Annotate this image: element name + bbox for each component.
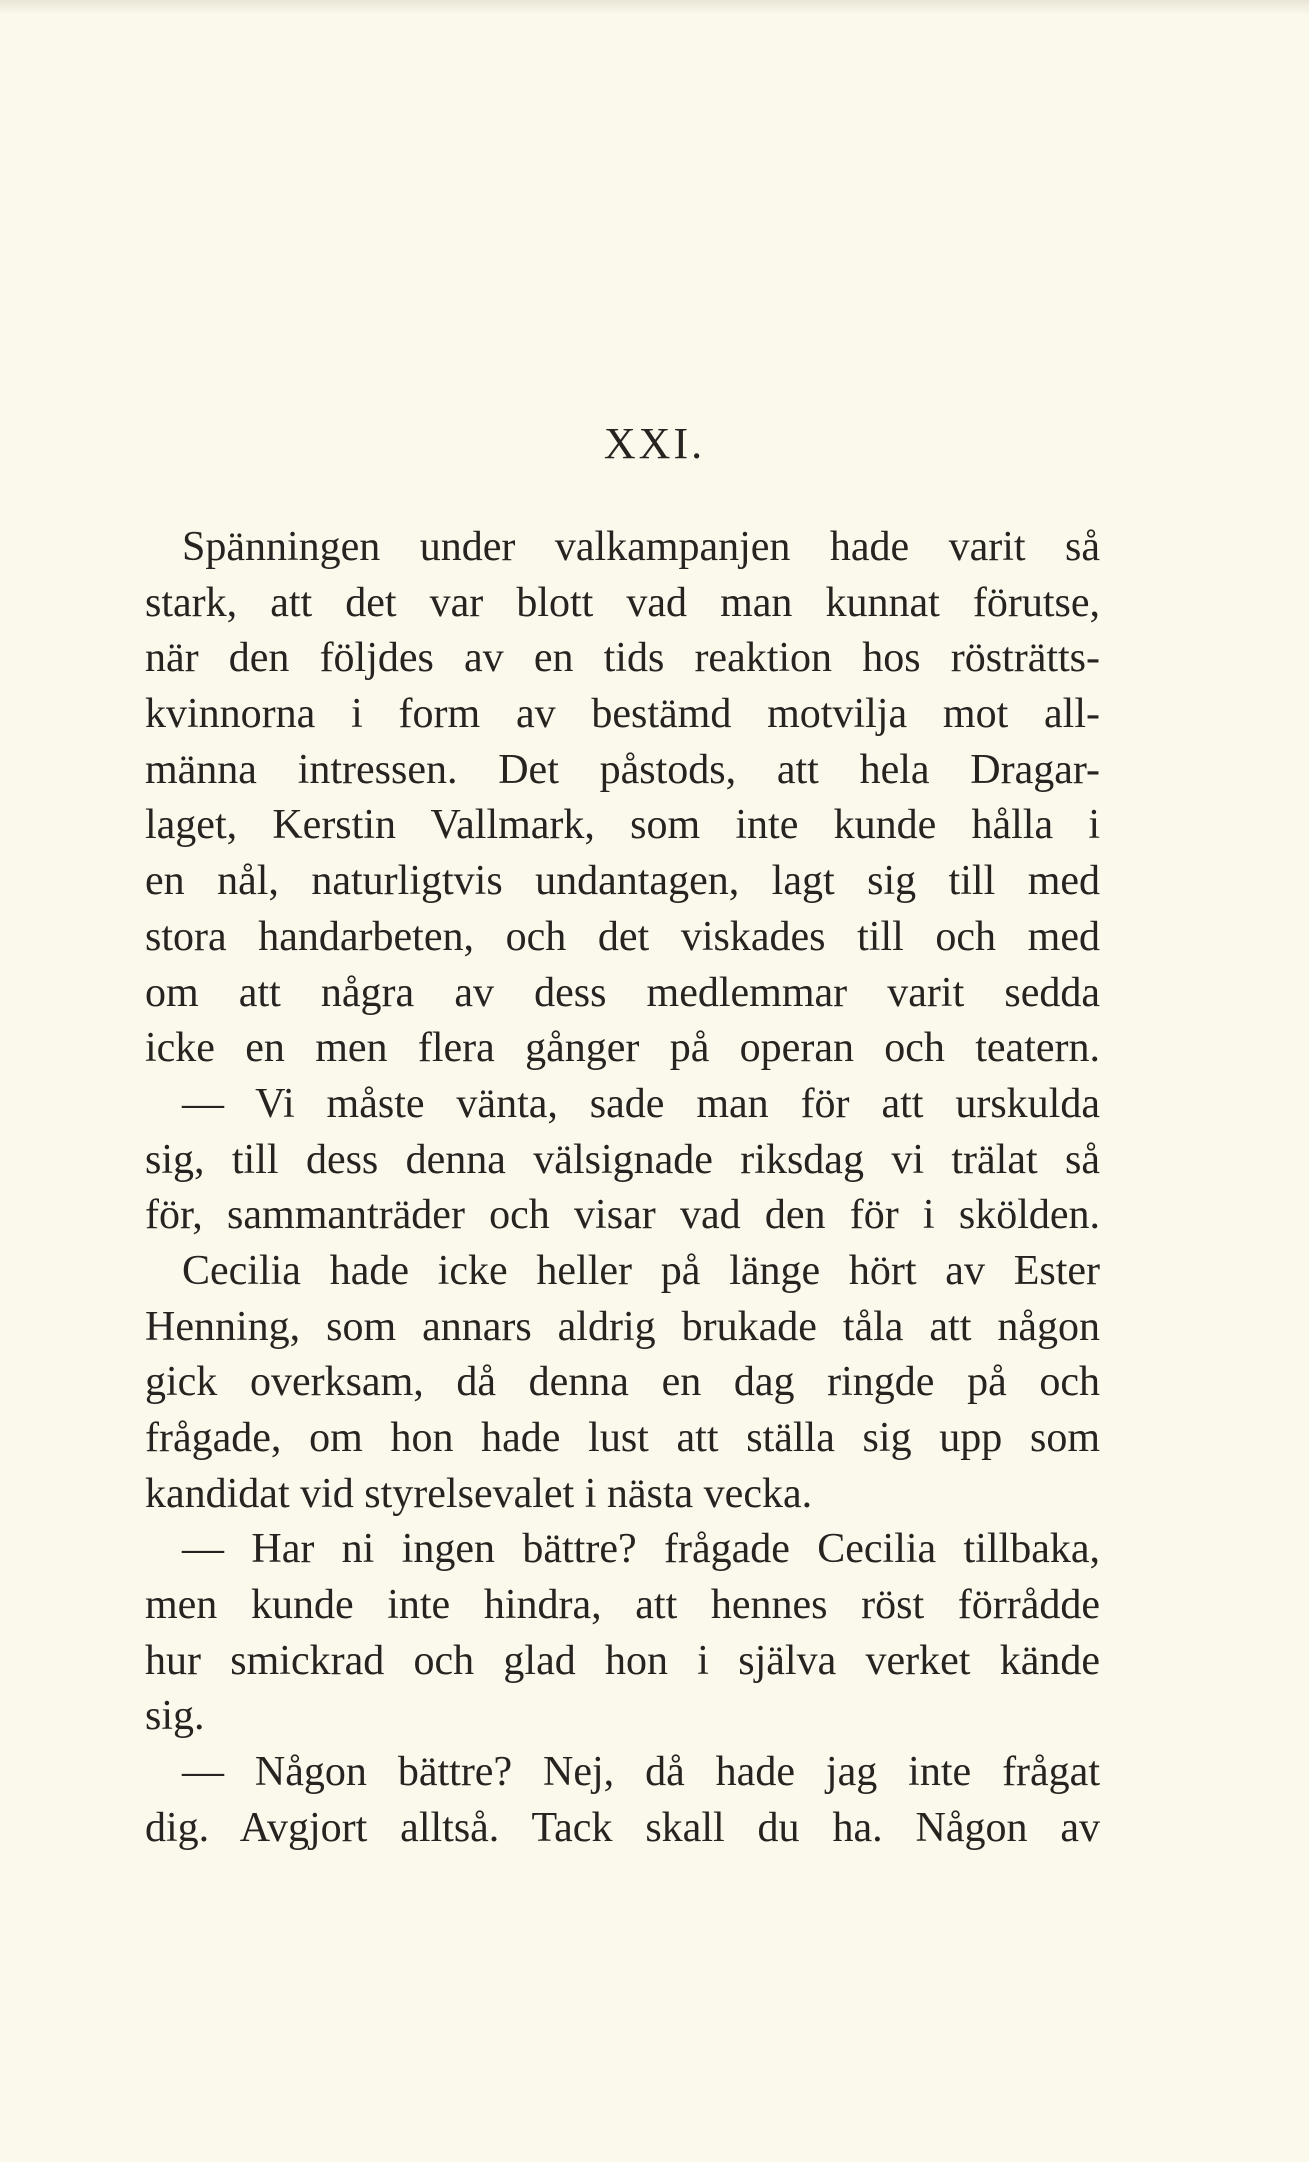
text-line: Cecilia hade icke heller på länge hört av Ester bbox=[182, 1247, 1100, 1294]
text-line: Henning, som annars aldrig brukade tåla att någon bbox=[145, 1303, 1100, 1350]
text-line: sig, till dess denna välsignade riksdag vi trälat så bbox=[145, 1136, 1100, 1183]
text-line: hur smickrad och glad hon i själva verket kände bbox=[145, 1637, 1100, 1684]
text-line: — Har ni ingen bättre? frågade Cecilia tillbaka, bbox=[182, 1526, 1100, 1573]
text-line: frågade, om hon hade lust att ställa sig upp som bbox=[145, 1415, 1100, 1461]
body-text bbox=[145, 520, 1100, 1857]
text-line: laget, Kerstin Vallmark, som inte kunde hålla i bbox=[145, 802, 1100, 849]
text-line: om att några av dess medlemmar varit sedda bbox=[145, 969, 1100, 1016]
text-line: stora handarbeten, och det viskades till och med bbox=[145, 913, 1100, 960]
text-line: — Vi måste vänta, sade man för att urskulda bbox=[182, 1080, 1100, 1127]
text-line: kvinnorna i form av bestämd motvilja mot all- bbox=[145, 691, 1100, 738]
chapter-heading: XXI. bbox=[603, 419, 706, 468]
text-line: icke en men flera gånger på operan och teatern. bbox=[145, 1025, 1100, 1072]
text-line: en nål, naturligtvis undantagen, lagt sig till med bbox=[145, 858, 1100, 905]
text-line: för, sammanträder och visar vad den för i skölden. bbox=[145, 1192, 1100, 1239]
text-line: gick overksam, då denna en dag ringde på och bbox=[145, 1359, 1100, 1406]
text-line: dig. Avgjort alltså. Tack skall du ha. Någon av bbox=[145, 1804, 1100, 1851]
text-line: kandidat vid styrelsevalet i nästa vecka. bbox=[145, 1470, 813, 1517]
text-line: stark, att det var blott vad man kunnat förutse, bbox=[145, 579, 1100, 626]
text-line: när den följdes av en tids reaktion hos rösträtts- bbox=[145, 635, 1100, 682]
text-line: — Någon bättre? Nej, då hade jag inte frågat bbox=[182, 1749, 1100, 1796]
text-line: sig. bbox=[145, 1693, 205, 1740]
text-line: männa intressen. Det påstods, att hela Dragar- bbox=[145, 746, 1100, 793]
text-line: men kunde inte hindra, att hennes röst förrådde bbox=[145, 1582, 1100, 1629]
page-edge bbox=[0, 0, 1309, 14]
text-line: Spänningen under valkampanjen hade varit så bbox=[182, 524, 1100, 570]
